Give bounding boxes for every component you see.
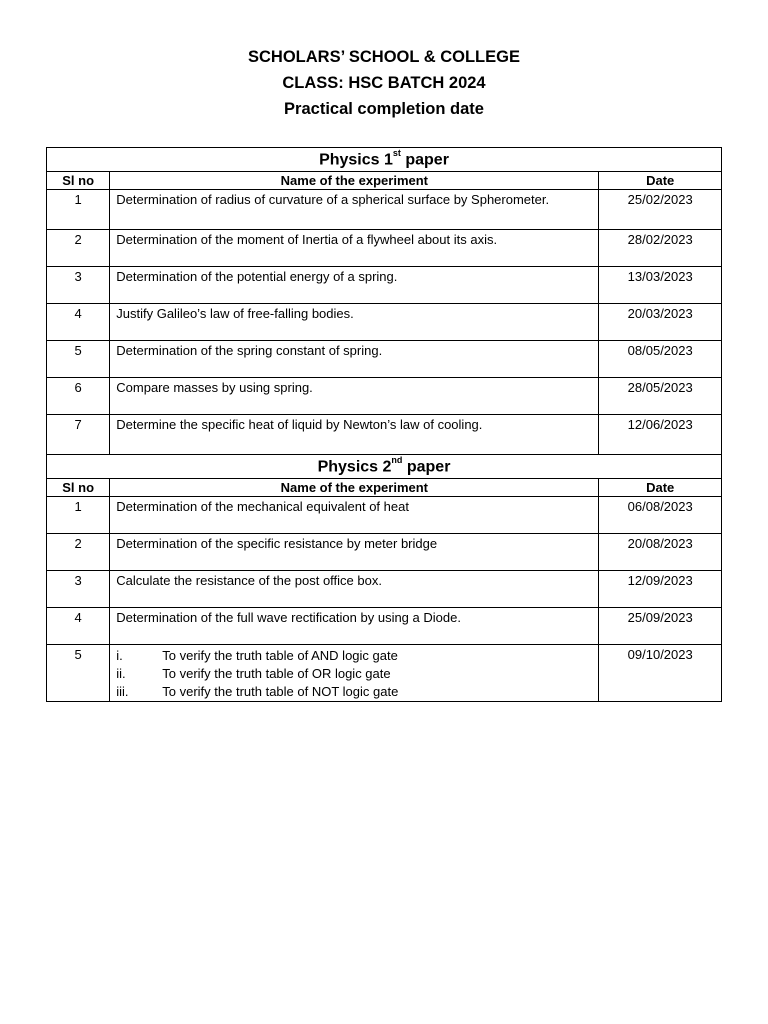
date-cell: 13/03/2023 bbox=[599, 267, 722, 304]
column-header-row bbox=[47, 479, 722, 497]
experiment-cell: Determine the specific heat of liquid by Newton’s law of cooling. bbox=[110, 415, 599, 455]
experiment-cell: Determination of the specific resistance by meter bridge bbox=[110, 534, 599, 571]
practical-schedule-table bbox=[46, 147, 722, 702]
sl-cell: 3 bbox=[47, 267, 110, 304]
col-header-date: Date bbox=[599, 172, 722, 190]
sub-item: ii. To verify the truth table of OR logic gate bbox=[116, 666, 391, 681]
date-cell: 28/02/2023 bbox=[599, 230, 722, 267]
date-cell: 08/05/2023 bbox=[599, 341, 722, 378]
sl-cell: 2 bbox=[47, 230, 110, 267]
date-cell: 06/08/2023 bbox=[599, 497, 722, 534]
school-name: SCHOLARS’ SCHOOL & COLLEGE bbox=[248, 48, 520, 66]
experiment-cell: Determination of the spring constant of spring. bbox=[110, 341, 599, 378]
sl-cell: 5 bbox=[47, 341, 110, 378]
table-row bbox=[47, 608, 722, 645]
experiment-cell: Compare masses by using spring. bbox=[110, 378, 599, 415]
table-row bbox=[47, 571, 722, 608]
document-header bbox=[0, 44, 768, 122]
date-cell: 20/03/2023 bbox=[599, 304, 722, 341]
sl-cell: 3 bbox=[47, 571, 110, 608]
col-header-sl: Sl no bbox=[47, 172, 110, 190]
date-cell: 12/06/2023 bbox=[599, 415, 722, 455]
table-row bbox=[47, 267, 722, 304]
table-row bbox=[47, 534, 722, 571]
experiment-cell: Determination of the full wave rectification by using a Diode. bbox=[110, 608, 599, 645]
experiment-cell: Determination of the mechanical equivalent of heat bbox=[110, 497, 599, 534]
table-row bbox=[47, 230, 722, 267]
date-cell: 28/05/2023 bbox=[599, 378, 722, 415]
sl-cell: 7 bbox=[47, 415, 110, 455]
experiment-cell: Calculate the resistance of the post office box. bbox=[110, 571, 599, 608]
sl-cell: 1 bbox=[47, 190, 110, 230]
table-row bbox=[47, 645, 722, 702]
sl-cell: 4 bbox=[47, 304, 110, 341]
date-cell: 09/10/2023 bbox=[599, 645, 722, 702]
col-header-name: Name of the experiment bbox=[110, 172, 599, 190]
section-title: Physics 2nd paper bbox=[47, 455, 722, 479]
class-label: CLASS: HSC BATCH 2024 bbox=[282, 74, 486, 92]
section-header-paper-2 bbox=[47, 455, 722, 479]
experiment-cell: Justify Galileo’s law of free-falling bodies. bbox=[110, 304, 599, 341]
sub-item: i. To verify the truth table of AND logic gate bbox=[116, 648, 398, 663]
table-row bbox=[47, 190, 722, 230]
sl-cell: 5 bbox=[47, 645, 110, 702]
column-header-row bbox=[47, 172, 722, 190]
date-cell: 25/09/2023 bbox=[599, 608, 722, 645]
sl-cell: 6 bbox=[47, 378, 110, 415]
col-header-date: Date bbox=[599, 479, 722, 497]
section-header-paper-1 bbox=[47, 148, 722, 172]
table-row bbox=[47, 415, 722, 455]
experiment-cell: Determination of the moment of Inertia of a flywheel about its axis. bbox=[110, 230, 599, 267]
document-subtitle: Practical completion date bbox=[284, 100, 484, 118]
sl-cell: 2 bbox=[47, 534, 110, 571]
experiment-cell: Determination of the potential energy of a spring. bbox=[110, 267, 599, 304]
sl-cell: 1 bbox=[47, 497, 110, 534]
experiment-cell bbox=[110, 645, 599, 702]
sl-cell: 4 bbox=[47, 608, 110, 645]
date-cell: 20/08/2023 bbox=[599, 534, 722, 571]
table-row bbox=[47, 304, 722, 341]
table-row bbox=[47, 378, 722, 415]
experiment-cell: Determination of radius of curvature of a spherical surface by Spherometer. bbox=[110, 190, 599, 230]
table-row bbox=[47, 341, 722, 378]
col-header-name: Name of the experiment bbox=[110, 479, 599, 497]
date-cell: 12/09/2023 bbox=[599, 571, 722, 608]
sub-item: iii. To verify the truth table of NOT logic gate bbox=[116, 684, 399, 699]
section-title: Physics 1st paper bbox=[47, 148, 722, 172]
col-header-sl: Sl no bbox=[47, 479, 110, 497]
table-row bbox=[47, 497, 722, 534]
date-cell: 25/02/2023 bbox=[599, 190, 722, 230]
